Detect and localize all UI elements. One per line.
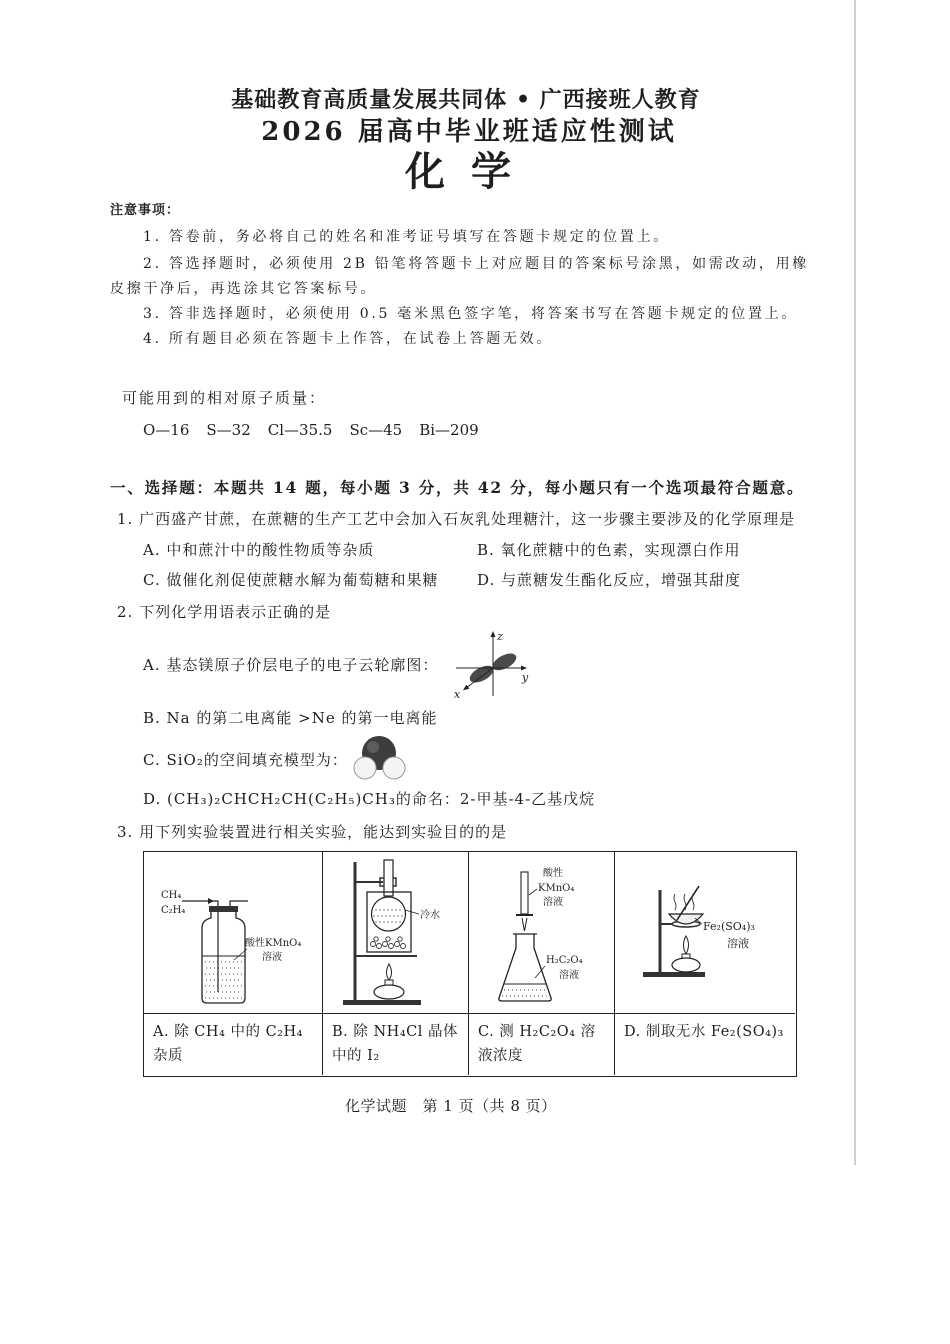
z-axis-label: z <box>497 630 503 643</box>
z-axis-arrow <box>491 631 496 637</box>
caption-line: C. 测 H₂C₂O₄ 溶 <box>478 1024 596 1040</box>
question-2-option-a: A. 基态镁原子价层电子的电子云轮廓图： <box>143 656 439 674</box>
notice-line: 2. 答选择题时，必须使用 2B 铅笔将答题卡上对应题目的答案标号涂黑，如需改动，用橡 <box>143 256 810 272</box>
atomic-mass-label: 可能用到的相对原子质量： <box>122 389 327 407</box>
question-2-option-b: B. Na 的第二电离能 >Ne 的第一电离能 <box>143 709 438 727</box>
lamp-flame <box>387 964 392 980</box>
label-leader <box>405 910 419 914</box>
bottle-stopper <box>209 906 238 912</box>
caption-line: 中的 I₂ <box>332 1048 380 1064</box>
notice-line: 1. 答卷前，务必将自己的姓名和准考证号填写在答题卡规定的位置上。 <box>143 229 670 245</box>
apparatus-d-caption <box>615 1013 795 1075</box>
orbital-lobe-lower <box>467 662 496 686</box>
orbital-lobe-upper <box>490 650 519 674</box>
solution-fill <box>502 990 548 996</box>
inlet-tube <box>182 901 218 992</box>
iron-stand-base <box>343 1000 421 1005</box>
gas-flow-arrow <box>208 898 214 904</box>
atomic-mass-o: O—16 <box>143 421 190 439</box>
burette-tip <box>522 918 527 931</box>
question-1-stem: 1. 广西盛产甘蔗，在蔗糖的生产工艺中会加入石灰乳处理糖汁，这一步骤主要涉及的化学原理是 <box>117 510 796 528</box>
label-acidic-kmno4: 酸性KMnO₄ <box>245 938 302 949</box>
question-1-option-d: D. 与蔗糖发生酯化反应，增强其甜度 <box>477 571 742 589</box>
question-1-option-a: A. 中和蔗汁中的酸性物质等杂质 <box>143 541 375 559</box>
apparatus-c-caption <box>469 1013 615 1075</box>
label-kmno4: KMnO₄ <box>538 883 575 894</box>
iron-stand-base <box>643 972 705 977</box>
label-leader <box>529 889 537 895</box>
cold-water-flask <box>372 897 406 931</box>
flask-neck <box>384 860 393 896</box>
page-footer: 化学试题 第 1 页（共 8 页） <box>345 1097 557 1115</box>
vapor-lines <box>674 894 694 910</box>
x-axis-arrow <box>463 685 469 691</box>
apparatus-a-caption <box>144 1013 323 1075</box>
central-atom-highlight <box>367 741 379 753</box>
apparatus-table <box>143 851 797 1077</box>
washing-bottle <box>202 912 245 1003</box>
label-solution: 溶液 <box>727 937 749 950</box>
apparatus-d-figure <box>615 852 795 1013</box>
exam-title: 2026 届高中毕业班适应性测试 <box>261 117 677 147</box>
caption-line: A. 除 CH₄ 中的 C₂H₄ <box>153 1024 303 1040</box>
atomic-mass-s: S—32 <box>206 421 251 439</box>
scan-edge-line <box>854 0 856 1165</box>
caption-line: B. 除 NH₄Cl 晶体 <box>332 1024 458 1040</box>
apparatus-b-figure <box>323 852 469 1013</box>
label-ch4: CH₄ <box>161 890 182 901</box>
section-heading: 一、选择题：本题共 14 题，每小题 3 分，共 42 分，每小题只有一个选项最符合题意。 <box>110 478 805 497</box>
atomic-mass-bi: Bi—209 <box>419 421 479 439</box>
outer-atom-left <box>354 757 376 779</box>
electron-cloud-diagram <box>452 628 534 700</box>
atomic-mass-sc: Sc—45 <box>349 421 403 439</box>
evaporation-diagram <box>615 852 795 1013</box>
crystal-sample <box>371 937 406 949</box>
label-solution: 溶液 <box>543 897 563 908</box>
notice-title: 注意事项： <box>110 203 181 218</box>
atomic-mass-list <box>143 421 479 439</box>
atomic-mass-cl: Cl—35.5 <box>267 421 333 439</box>
notice-line: 3. 答非选择题时，必须使用 0.5 毫米黑色签字笔，将答案书写在答题卡规定的位置上。 <box>143 306 799 322</box>
caption-line: D. 制取无水 Fe₂(SO₄)₃ <box>624 1024 784 1040</box>
gas-washing-bottle-diagram <box>144 852 323 1013</box>
titration-diagram <box>469 852 615 1013</box>
outer-atom-right <box>383 757 405 779</box>
label-c2h4: C₂H₄ <box>161 905 186 916</box>
label-solution: 溶液 <box>559 970 579 981</box>
alcohol-lamp <box>374 985 404 999</box>
organizer-title: 基础教育高质量发展共同体 • 广西接班人教育 <box>231 87 701 113</box>
question-2-option-c: C. SiO₂的空间填充模型为： <box>143 751 348 769</box>
label-cold-water: 冷水 <box>420 910 440 921</box>
sublimation-setup-diagram <box>323 852 469 1013</box>
label-solution: 溶液 <box>262 952 282 963</box>
x-axis-label: x <box>454 688 461 700</box>
notice-line: 皮擦干净后，再选涂其它答案标号。 <box>110 281 378 297</box>
apparatus-a-figure <box>144 852 323 1013</box>
question-1-option-c: C. 做催化剂促使蔗糖水解为葡萄糖和果糖 <box>143 571 439 589</box>
space-filling-model <box>352 735 410 783</box>
question-3-stem: 3. 用下列实验装置进行相关实验，能达到实验目的的是 <box>117 823 508 841</box>
burette <box>521 872 528 914</box>
solution-fill <box>205 962 242 998</box>
apparatus-c-figure <box>469 852 615 1013</box>
label-h2c2o4: H₂C₂O₄ <box>546 955 583 966</box>
lamp-flame <box>684 936 689 954</box>
apparatus-b-caption <box>323 1013 469 1075</box>
question-1-option-b: B. 氧化蔗糖中的色素，实现漂白作用 <box>477 541 741 559</box>
caption-line: 杂质 <box>153 1048 183 1064</box>
question-2-stem: 2. 下列化学用语表示正确的是 <box>117 603 332 621</box>
alcohol-lamp <box>672 958 700 972</box>
subject-title: 化学 <box>405 148 537 195</box>
y-axis-arrow <box>521 666 527 671</box>
label-acidic: 酸性 <box>543 868 563 879</box>
question-2-option-d: D. (CH₃)₂CHCH₂CH(C₂H₅)CH₃的命名：2-甲基-4-乙基戊烷 <box>143 790 596 808</box>
notice-line: 4. 所有题目必须在答题卡上作答，在试卷上答题无效。 <box>143 331 554 347</box>
caption-line: 液浓度 <box>478 1048 523 1064</box>
label-fe2so43: Fe₂(SO₄)₃ <box>703 920 755 933</box>
y-axis-label: y <box>522 671 529 684</box>
